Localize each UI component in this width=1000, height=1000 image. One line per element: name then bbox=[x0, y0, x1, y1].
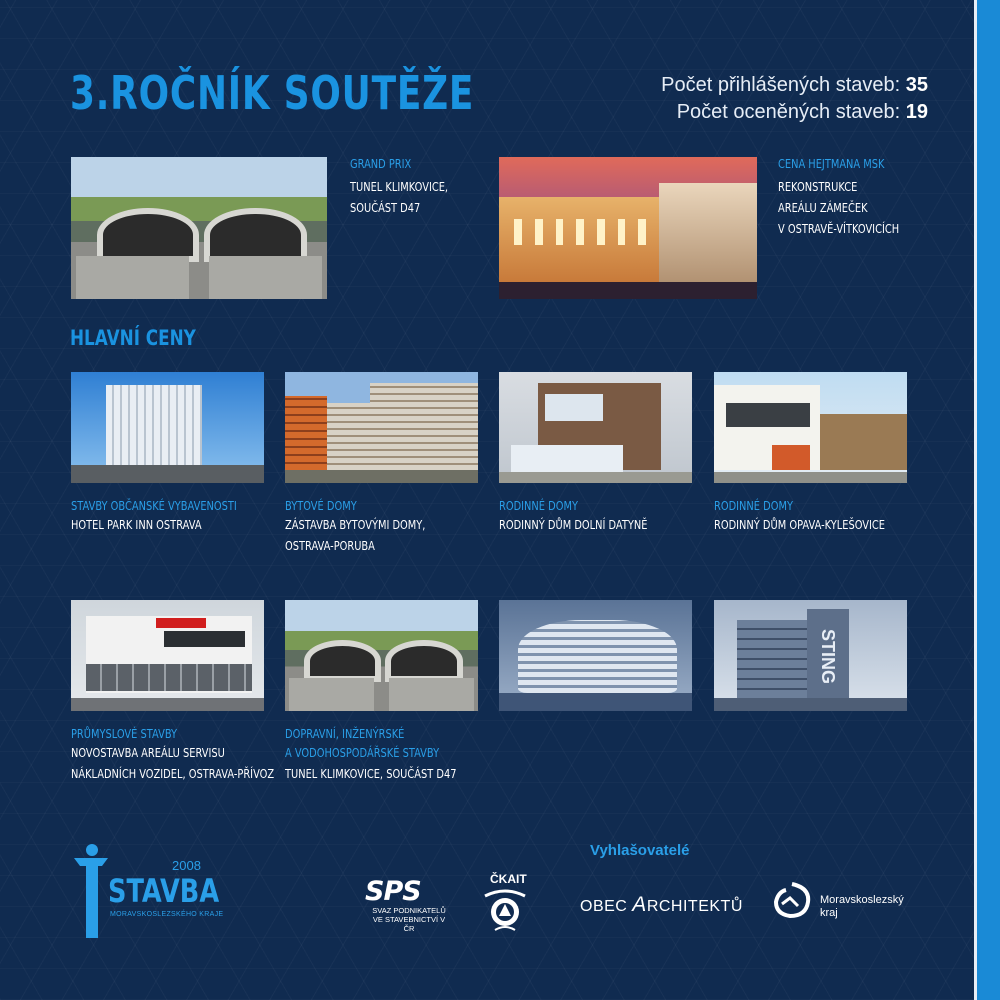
award-title: RODINNÝ DŮM DOLNÍ DATYNĚ bbox=[499, 518, 648, 532]
photo-hotel-park-inn bbox=[71, 372, 264, 483]
governor-award-line: V OSTRAVĚ-VÍTKOVICÍCH bbox=[778, 222, 900, 236]
award-title: NÁKLADNÍCH VOZIDEL, OSTRAVA-PŘÍVOZ bbox=[71, 767, 275, 781]
award-category: PRŮMYSLOVÉ STAVBY bbox=[71, 727, 178, 741]
photo-zamecek-vitkovice bbox=[499, 157, 757, 299]
stat-registered-value: 35 bbox=[905, 74, 928, 96]
msk-region-icon bbox=[772, 882, 812, 918]
stat-awarded bbox=[661, 99, 928, 126]
stat-awarded-label: Počet oceněných staveb: bbox=[676, 101, 901, 123]
award-title: HOTEL PARK INN OSTRAVA bbox=[71, 518, 202, 532]
photo-flats-poruba bbox=[285, 372, 478, 483]
photo-residential-complex bbox=[499, 600, 692, 711]
logo-name: STAVBA bbox=[108, 872, 220, 910]
sps-logo: SPS bbox=[365, 876, 421, 907]
grand-prix-line: SOUČÁST D47 bbox=[350, 201, 421, 215]
award-title: TUNEL KLIMKOVICE, SOUČÁST D47 bbox=[285, 767, 457, 781]
msk-line: kraj bbox=[820, 907, 838, 919]
msk-region-name bbox=[820, 894, 904, 920]
photo-house-dolni-datyne bbox=[499, 372, 692, 483]
announcers-label: Vyhlašovatelé bbox=[590, 842, 690, 859]
grand-prix-category: GRAND PRIX bbox=[350, 157, 412, 171]
competition-stats bbox=[661, 72, 928, 126]
award-category: BYTOVÉ DOMY bbox=[285, 499, 357, 513]
logo-subtitle: MORAVSKOSLEZSKÉHO KRAJE bbox=[110, 911, 224, 918]
award-category: A VODOHOSPODÁŘSKÉ STAVBY bbox=[285, 746, 440, 760]
governor-award-line: AREÁLU ZÁMEČEK bbox=[778, 201, 868, 215]
section-title-main-prizes: HLAVNÍ CENY bbox=[70, 326, 196, 350]
stat-registered bbox=[661, 72, 928, 99]
obec-rest: RCHITEKTŮ bbox=[646, 898, 743, 915]
obec-prefix: OBEC bbox=[580, 898, 633, 915]
award-title: OSTRAVA-PORUBA bbox=[285, 539, 375, 553]
page-title: 3.ROČNÍK SOUTĚŽE bbox=[70, 66, 475, 120]
award-category: STAVBY OBČANSKÉ VYBAVENOSTI bbox=[71, 499, 237, 513]
stavba-figure-icon bbox=[72, 842, 110, 944]
photo-tunnel-klimkovice bbox=[71, 157, 327, 299]
obec-initial: A bbox=[632, 893, 647, 916]
logo-year: 2008 bbox=[172, 858, 201, 873]
award-title: NOVOSTAVBA AREÁLU SERVISU bbox=[71, 746, 225, 760]
award-title: ZÁSTAVBA BYTOVÝMI DOMY, bbox=[285, 518, 426, 532]
ckait-lion-icon bbox=[481, 886, 529, 932]
award-category: RODINNÉ DOMY bbox=[714, 499, 793, 513]
award-title: RODINNÝ DŮM OPAVA-KYLEŠOVICE bbox=[714, 518, 885, 532]
photo-tunnel-klimkovice-small bbox=[285, 600, 478, 711]
photo-truck-service bbox=[71, 600, 264, 711]
side-accent-stripe bbox=[977, 0, 1000, 1000]
obec-architektu-logo bbox=[580, 893, 743, 917]
stat-awarded-value: 19 bbox=[905, 101, 928, 123]
sting-sign-text: STING bbox=[818, 628, 839, 684]
award-category: DOPRAVNÍ, INŽENÝRSKÉ bbox=[285, 727, 405, 741]
ckait-logo-name: ČKAIT bbox=[490, 872, 527, 886]
photo-sting-building bbox=[714, 600, 907, 711]
grand-prix-line: TUNEL KLIMKOVICE, bbox=[350, 180, 449, 194]
governor-award-line: REKONSTRUKCE bbox=[778, 180, 858, 194]
sps-logo-subtitle: SVAZ PODNIKATELŮ VE STAVEBNICTVÍ V ČR bbox=[372, 906, 446, 933]
msk-line: Moravskoslezský bbox=[820, 894, 904, 906]
photo-house-opava bbox=[714, 372, 907, 483]
governor-award-category: CENA HEJTMANA MSK bbox=[778, 157, 885, 171]
stat-registered-label: Počet přihlášených staveb: bbox=[661, 74, 901, 96]
award-category: RODINNÉ DOMY bbox=[499, 499, 578, 513]
